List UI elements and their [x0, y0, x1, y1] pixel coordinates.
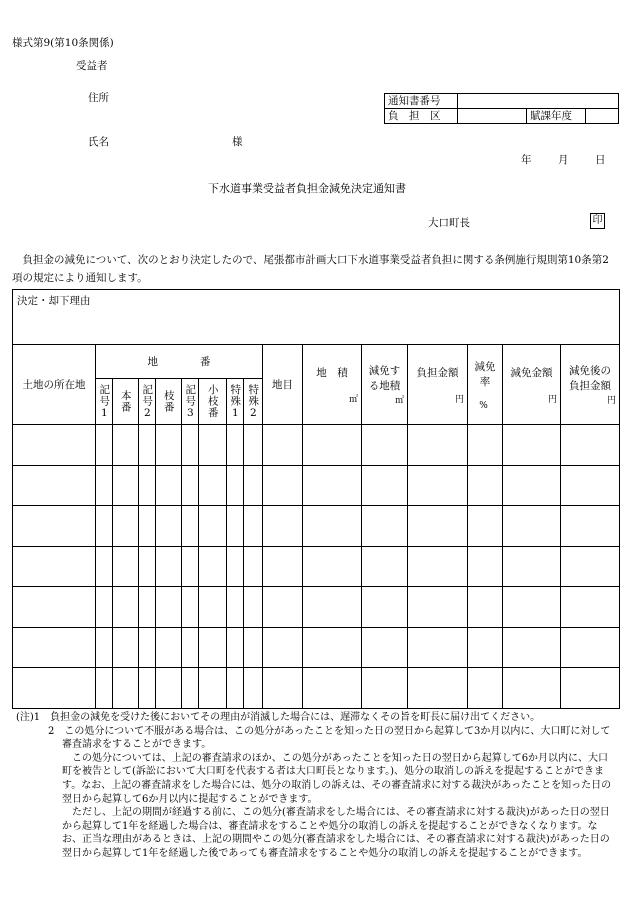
table-cell[interactable] [561, 506, 620, 547]
table-cell[interactable] [199, 668, 227, 709]
table-cell[interactable] [139, 546, 156, 587]
table-cell[interactable] [408, 668, 468, 709]
table-cell[interactable] [96, 425, 113, 466]
table-cell[interactable] [199, 587, 227, 628]
table-cell[interactable] [561, 465, 620, 506]
chiban-subheader-label: 特殊1 [229, 383, 242, 420]
table-cell[interactable] [139, 587, 156, 628]
table-cell[interactable] [303, 587, 362, 628]
table-cell[interactable] [263, 506, 303, 547]
table-cell[interactable] [468, 465, 503, 506]
notice-number-value [458, 94, 619, 109]
reason-label: 決定・却下理由 [17, 295, 91, 307]
table-cell[interactable] [561, 668, 620, 709]
table-cell[interactable] [13, 465, 96, 506]
body-text: 負担金の減免について、次のとおり決定したので、尾張都市計画大口下水道事業受益者負担に関する条例施行規則第10条第2項の規定により通知します。 [12, 254, 609, 284]
table-cell[interactable] [139, 506, 156, 547]
district-label: 負 担 区 [385, 109, 458, 124]
table-cell[interactable] [303, 546, 362, 587]
table-cell[interactable] [503, 587, 561, 628]
table-cell[interactable] [139, 425, 156, 466]
table-cell[interactable] [263, 465, 303, 506]
table-cell[interactable] [408, 425, 468, 466]
table-cell[interactable] [96, 587, 113, 628]
table-cell[interactable] [113, 627, 139, 668]
chiban-subheader [156, 379, 182, 425]
table-cell[interactable] [503, 627, 561, 668]
name-label: 氏名 [88, 136, 109, 148]
table-cell[interactable] [199, 627, 227, 668]
chimoku-header: 地目 [263, 345, 303, 425]
table-cell[interactable] [468, 587, 503, 628]
table-cell[interactable] [227, 546, 244, 587]
table-cell[interactable] [303, 668, 362, 709]
table-cell[interactable] [13, 425, 96, 466]
note-2-para-2: この処分については、上記の審査請求のほか、この処分があったことを知った日の翌日から起算して6か月以内に、大口町を被告として(訴訟において大口町を代表する者は大口町長となります。)、処分の取消しの訴えを提起することができます。なお、上記の審査請求をした場合には、処分の取消しの訴えは、その審査請求に対する裁決があったことを知った日の翌日から起算して6か月以内に提起することができます。 [62, 752, 612, 805]
table-cell[interactable] [96, 506, 113, 547]
reduced-area-label: 減免する地積 [368, 365, 401, 392]
after-unit: 円 [606, 396, 616, 406]
table-cell[interactable] [408, 587, 468, 628]
chiban-subheader [244, 379, 263, 425]
table-cell[interactable] [503, 546, 561, 587]
tax-year-label: 賦課年度 [527, 109, 586, 124]
chiban-header: 地 番 [96, 345, 263, 379]
burden-label: 負担金額 [416, 366, 459, 379]
table-cell[interactable] [13, 587, 96, 628]
table-cell[interactable] [113, 546, 139, 587]
area-header [303, 345, 362, 425]
table-cell[interactable] [408, 465, 468, 506]
address-label: 住所 [88, 92, 109, 104]
location-header: 土地の所在地 [13, 345, 96, 425]
table-cell[interactable] [227, 465, 244, 506]
table-row [13, 587, 620, 628]
table-cell[interactable] [139, 465, 156, 506]
reduced-area-unit: ㎡ [394, 396, 404, 406]
district-value [458, 109, 527, 124]
table-cell[interactable] [244, 546, 263, 587]
table-cell[interactable] [303, 627, 362, 668]
table-cell[interactable] [408, 546, 468, 587]
table-cell[interactable] [468, 425, 503, 466]
table-cell[interactable] [139, 627, 156, 668]
chiban-subheader-label: 記号2 [141, 383, 154, 420]
table-cell[interactable] [13, 506, 96, 547]
honorific: 様 [232, 136, 243, 148]
table-cell[interactable] [468, 546, 503, 587]
table-row [13, 425, 620, 466]
chiban-subheader [227, 379, 244, 425]
table-cell[interactable] [156, 425, 182, 466]
table-cell[interactable] [199, 546, 227, 587]
date-year: 年 [521, 154, 532, 166]
table-cell[interactable] [503, 425, 561, 466]
table-cell[interactable] [561, 627, 620, 668]
table-cell[interactable] [227, 627, 244, 668]
table-cell[interactable] [362, 425, 408, 466]
table-cell[interactable] [468, 668, 503, 709]
table-cell[interactable] [362, 506, 408, 547]
rate-label: 減免率 [474, 360, 496, 388]
notes [16, 711, 616, 861]
chiban-subheader [113, 379, 139, 425]
table-cell[interactable] [244, 425, 263, 466]
table-cell[interactable] [244, 587, 263, 628]
table-cell[interactable] [113, 587, 139, 628]
table-cell[interactable] [227, 506, 244, 547]
burden-header [408, 345, 468, 425]
table-cell[interactable] [408, 627, 468, 668]
chiban-subheader-label: 枝番 [162, 390, 175, 413]
chiban-subheader-label: 記号3 [184, 383, 197, 420]
table-cell[interactable] [362, 668, 408, 709]
table-cell[interactable] [362, 587, 408, 628]
table-cell[interactable] [263, 627, 303, 668]
table-cell[interactable] [182, 668, 199, 709]
table-row [13, 668, 620, 709]
table-cell[interactable] [182, 627, 199, 668]
reduced-area-header [362, 345, 408, 425]
table-row [13, 627, 620, 668]
table-cell[interactable] [13, 627, 96, 668]
chiban-subheader [182, 379, 199, 425]
rate-unit: % [479, 400, 488, 411]
table-cell[interactable] [182, 465, 199, 506]
note-2-para-3: ただし、上記の期間が経過する前に、この処分(審査請求をした場合には、その審査請求に対する裁決)があった日の翌日から起算して1年を経過した場合は、審査請求をすることや処分の取消しの訴えを提起することができなくなります。なお、正当な理由があるときは、上記の期間やこの処分(審査請求をした場合には、その審査請求に対する裁決)があった日の翌日から起算して1年を経過した後であっても審査請求をすることや処分の取消しの訴えを提起することができます。 [62, 807, 610, 859]
table-cell[interactable] [182, 425, 199, 466]
table-cell[interactable] [227, 668, 244, 709]
table-cell[interactable] [468, 506, 503, 547]
area-label: 地 積 [316, 366, 348, 379]
note-2: 2 この処分について不服がある場合は、この処分があったことを知った日の翌日から起算して3か月以内に、大口町に対して審査請求をすることができます。 [48, 725, 611, 751]
table-cell[interactable] [362, 627, 408, 668]
table-cell[interactable] [503, 465, 561, 506]
table-cell[interactable] [139, 668, 156, 709]
burden-unit: 円 [454, 394, 464, 405]
table-cell[interactable] [503, 506, 561, 547]
table-cell[interactable] [303, 506, 362, 547]
table-cell[interactable] [113, 506, 139, 547]
reduction-header [503, 345, 561, 425]
table-cell[interactable] [263, 425, 303, 466]
table-row [13, 465, 620, 506]
table-cell[interactable] [113, 465, 139, 506]
notice-number-label: 通知書番号 [385, 94, 458, 109]
table-cell[interactable] [503, 668, 561, 709]
table-cell[interactable] [182, 546, 199, 587]
table-cell[interactable] [244, 668, 263, 709]
reduction-unit: 円 [547, 394, 557, 405]
table-cell[interactable] [362, 465, 408, 506]
table-cell[interactable] [227, 587, 244, 628]
issuer: 大口町長 [428, 217, 470, 229]
table-cell[interactable] [244, 506, 263, 547]
table-cell[interactable] [303, 465, 362, 506]
date-month: 月 [558, 154, 569, 166]
table-cell[interactable] [199, 506, 227, 547]
table-cell[interactable] [408, 506, 468, 547]
chiban-subheader [96, 379, 113, 425]
table-cell[interactable] [182, 506, 199, 547]
table-cell[interactable] [156, 506, 182, 547]
tax-year-value [586, 109, 619, 124]
reason-cell [13, 290, 620, 345]
table-cell[interactable] [227, 425, 244, 466]
chiban-subheader-label: 本番 [119, 390, 132, 413]
chiban-subheader [199, 379, 227, 425]
date-day: 日 [595, 154, 606, 166]
table-cell[interactable] [244, 465, 263, 506]
chiban-subheader-label: 小枝番 [206, 384, 219, 419]
table-cell[interactable] [303, 425, 362, 466]
seal-mark: 印 [590, 213, 605, 229]
table-cell[interactable] [13, 546, 96, 587]
table-cell[interactable] [156, 546, 182, 587]
table-cell[interactable] [156, 465, 182, 506]
table-cell[interactable] [263, 668, 303, 709]
table-cell[interactable] [156, 627, 182, 668]
beneficiary-label: 受益者 [76, 60, 108, 72]
table-cell[interactable] [468, 627, 503, 668]
table-cell[interactable] [263, 587, 303, 628]
chiban-subheader [139, 379, 156, 425]
table-cell[interactable] [96, 546, 113, 587]
note-1: (注)1 負担金の減免を受けた後においてその理由が消滅した場合には、遅滞なくその旨を町長に届け出てください。 [16, 712, 541, 723]
table-cell[interactable] [113, 668, 139, 709]
table-cell[interactable] [96, 627, 113, 668]
land-table [12, 289, 620, 709]
table-cell[interactable] [96, 668, 113, 709]
page-title: 下水道事業受益者負担金減免決定通知書 [208, 182, 406, 195]
table-cell[interactable] [244, 627, 263, 668]
chiban-subheader-label: 特殊2 [247, 383, 260, 420]
table-cell[interactable] [156, 668, 182, 709]
reduction-label: 減免金額 [510, 366, 553, 379]
table-cell[interactable] [263, 546, 303, 587]
table-cell[interactable] [13, 668, 96, 709]
table-cell[interactable] [561, 425, 620, 466]
table-row [13, 546, 620, 587]
table-cell[interactable] [561, 546, 620, 587]
table-cell[interactable] [113, 425, 139, 466]
after-header [561, 345, 620, 425]
table-cell[interactable] [182, 587, 199, 628]
table-cell[interactable] [96, 465, 113, 506]
table-row [13, 506, 620, 547]
after-label: 減免後の負担金額 [569, 365, 611, 392]
table-cell[interactable] [156, 587, 182, 628]
chiban-subheader-label: 記号1 [98, 383, 111, 420]
form-number: 様式第9(第10条関係) [12, 37, 114, 49]
table-cell[interactable] [561, 587, 620, 628]
area-unit: ㎡ [348, 394, 358, 405]
table-cell[interactable] [362, 546, 408, 587]
table-cell[interactable] [199, 465, 227, 506]
notice-info-box [384, 93, 619, 124]
rate-header [468, 345, 503, 425]
table-cell[interactable] [199, 425, 227, 466]
